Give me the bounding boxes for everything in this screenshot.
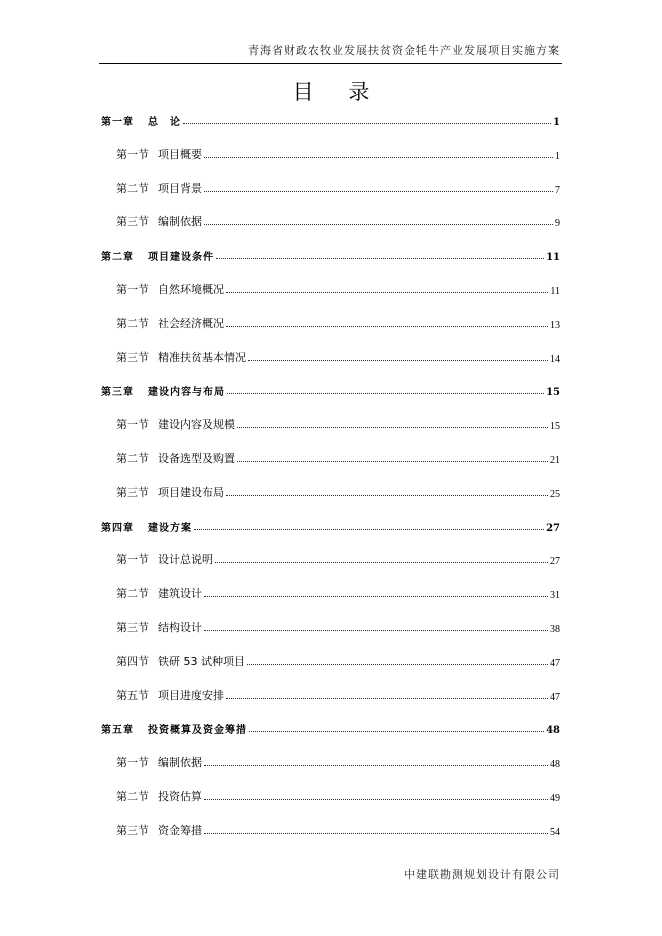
page-number: 48 bbox=[550, 759, 560, 771]
section-title: 铁研 53 试种项目 bbox=[158, 654, 245, 668]
dot-leader bbox=[215, 561, 548, 563]
section-number: 第一节 bbox=[116, 756, 149, 770]
page-number: 49 bbox=[550, 793, 560, 804]
section-number: 第一节 bbox=[116, 147, 149, 161]
section-title: 建筑设计 bbox=[158, 587, 202, 601]
page-number: 15 bbox=[550, 421, 560, 433]
toc-entry-section[interactable] bbox=[116, 581, 560, 601]
toc-entry-section[interactable] bbox=[116, 480, 560, 500]
chapter-title: 项目建设条件 bbox=[148, 252, 214, 264]
chapter-title: 建设方案 bbox=[148, 522, 192, 534]
dot-leader bbox=[204, 832, 548, 834]
section-number: 第一节 bbox=[116, 553, 149, 567]
section-number: 第一节 bbox=[116, 283, 149, 296]
toc-entry-chapter[interactable] bbox=[101, 514, 560, 534]
section-title: 投资估算 bbox=[158, 790, 202, 803]
chapter-title: 建设内容与布局 bbox=[148, 387, 225, 399]
section-number: 第三节 bbox=[116, 350, 149, 364]
page-number: 27 bbox=[550, 556, 560, 568]
section-title: 项目建设布局 bbox=[158, 485, 224, 499]
dot-leader bbox=[226, 325, 548, 327]
page-number: 54 bbox=[550, 826, 560, 838]
page-number: 13 bbox=[550, 319, 560, 331]
section-number: 第二节 bbox=[116, 790, 149, 803]
toc-title: 目 录 bbox=[292, 80, 384, 104]
dot-leader bbox=[204, 190, 553, 192]
page-number: 27 bbox=[546, 522, 560, 534]
page-number: 47 bbox=[550, 657, 560, 669]
dot-leader bbox=[226, 291, 548, 293]
section-title: 项目进度安排 bbox=[158, 688, 224, 702]
dot-leader bbox=[226, 494, 548, 496]
toc-entry-section[interactable] bbox=[116, 818, 560, 838]
section-number: 第一节 bbox=[116, 418, 149, 432]
page-number: 1 bbox=[555, 150, 560, 162]
section-title: 项目概要 bbox=[158, 147, 202, 161]
footer-company: 中建联勘测规划设计有限公司 bbox=[404, 868, 560, 881]
page-number: 38 bbox=[550, 624, 560, 635]
running-header: 青海省财政农牧业发展扶贫资金牦牛产业发展项目实施方案 bbox=[248, 44, 560, 57]
section-number: 第三节 bbox=[116, 621, 149, 634]
dot-leader bbox=[204, 798, 548, 800]
dot-leader bbox=[226, 697, 548, 699]
section-number: 第二节 bbox=[116, 587, 149, 601]
section-title: 项目背景 bbox=[158, 181, 202, 195]
toc-entry-chapter[interactable] bbox=[101, 243, 560, 263]
dot-leader bbox=[204, 223, 553, 225]
chapter-number: 第四章 bbox=[101, 522, 134, 534]
section-number: 第三节 bbox=[116, 823, 149, 837]
toc-entry-section[interactable] bbox=[116, 412, 560, 432]
dot-leader bbox=[249, 730, 544, 732]
chapter-number: 第一章 bbox=[101, 117, 134, 128]
toc-entry-section[interactable] bbox=[116, 142, 560, 162]
dot-leader bbox=[216, 257, 544, 259]
section-title: 建设内容及规模 bbox=[158, 418, 235, 432]
dot-leader bbox=[237, 460, 548, 462]
section-number: 第三节 bbox=[116, 485, 149, 499]
toc-entry-section[interactable] bbox=[116, 311, 560, 331]
page-number: 14 bbox=[550, 353, 560, 365]
toc-entry-chapter[interactable] bbox=[101, 716, 560, 736]
section-title: 社会经济概况 bbox=[158, 316, 224, 330]
page-number: 21 bbox=[550, 455, 560, 466]
chapter-number: 第五章 bbox=[101, 725, 134, 737]
section-title: 编制依据 bbox=[158, 756, 202, 770]
dot-leader bbox=[204, 764, 548, 766]
toc-entry-section[interactable] bbox=[116, 784, 560, 804]
chapter-title: 总 论 bbox=[148, 117, 181, 128]
dot-leader bbox=[204, 629, 548, 631]
dot-leader bbox=[227, 392, 544, 394]
page-number: 47 bbox=[550, 691, 560, 703]
dot-leader bbox=[237, 426, 548, 428]
section-number: 第四节 bbox=[116, 654, 149, 668]
section-title: 精准扶贫基本情况 bbox=[158, 350, 246, 364]
toc-entry-section[interactable] bbox=[116, 683, 560, 703]
page-number: 11 bbox=[550, 286, 560, 297]
section-title: 结构设计 bbox=[158, 621, 202, 634]
section-number: 第五节 bbox=[116, 688, 149, 702]
toc-entry-section[interactable] bbox=[116, 615, 560, 635]
chapter-number: 第二章 bbox=[101, 252, 134, 264]
dot-leader bbox=[183, 122, 551, 124]
page-number: 15 bbox=[546, 387, 560, 399]
toc-entry-section[interactable] bbox=[116, 209, 560, 229]
page-number: 48 bbox=[546, 725, 560, 737]
section-number: 第二节 bbox=[116, 452, 149, 465]
toc-entry-section[interactable] bbox=[116, 277, 560, 297]
dot-leader bbox=[248, 359, 548, 361]
section-title: 设备选型及购置 bbox=[158, 452, 235, 465]
section-title: 资金筹措 bbox=[158, 823, 202, 837]
section-number: 第三节 bbox=[116, 215, 149, 229]
dot-leader bbox=[204, 595, 548, 597]
section-number: 第二节 bbox=[116, 316, 149, 330]
page-number: 1 bbox=[553, 117, 560, 128]
toc-entry-section[interactable] bbox=[116, 345, 560, 365]
toc-entry-chapter[interactable] bbox=[101, 108, 560, 128]
toc-entry-section[interactable] bbox=[116, 547, 560, 567]
toc-entry-section[interactable] bbox=[116, 446, 560, 466]
section-number: 第二节 bbox=[116, 181, 149, 195]
page-number: 25 bbox=[550, 488, 560, 500]
page-number: 11 bbox=[546, 252, 560, 264]
section-title: 自然环境概况 bbox=[158, 283, 224, 296]
dot-leader bbox=[247, 663, 548, 665]
page-number: 9 bbox=[555, 218, 560, 230]
section-title: 编制依据 bbox=[158, 215, 202, 229]
section-title: 设计总说明 bbox=[158, 553, 213, 567]
dot-leader bbox=[204, 156, 553, 158]
header-rule bbox=[99, 63, 562, 64]
toc-entry-section[interactable] bbox=[116, 649, 560, 669]
page-number: 31 bbox=[550, 590, 560, 602]
dot-leader bbox=[194, 528, 544, 530]
toc-entry-chapter[interactable] bbox=[101, 378, 560, 398]
chapter-number: 第三章 bbox=[101, 387, 134, 399]
page-number: 7 bbox=[555, 184, 560, 196]
toc-entry-section[interactable] bbox=[116, 750, 560, 770]
chapter-title: 投资概算及资金筹措 bbox=[148, 725, 247, 737]
toc-entry-section[interactable] bbox=[116, 176, 560, 196]
